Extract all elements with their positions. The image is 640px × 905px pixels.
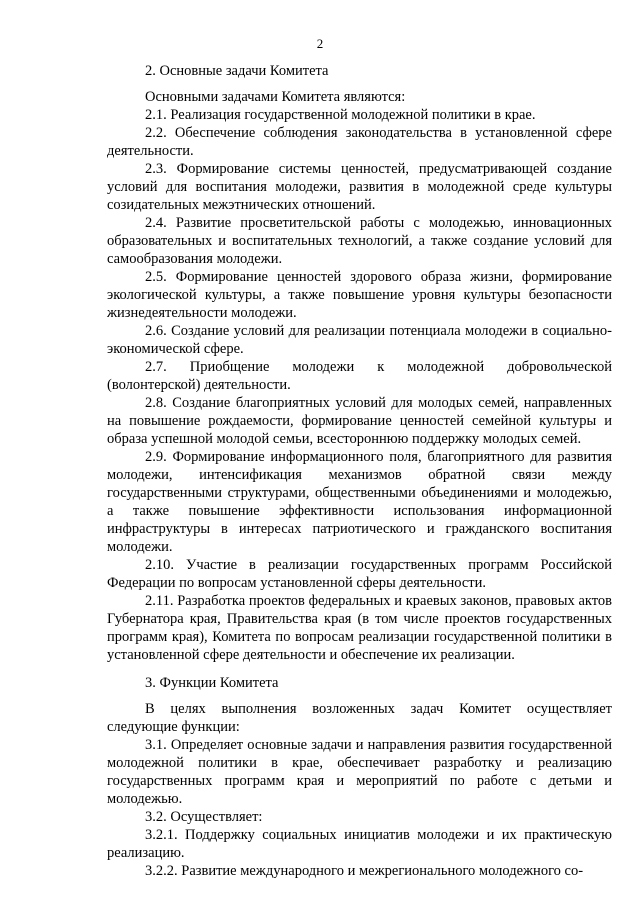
section-2-item: 2.7. Приобщение молодежи к молодежной добровольческой (волонтерской) деятельности.	[107, 359, 612, 393]
section-3-item: 3.2.2. Развитие международного и межрегионального молодежного со-	[145, 863, 584, 879]
section-3-item: 3.2. Осуществляет:	[145, 809, 263, 825]
section-3-item: 3.2.1. Поддержку социальных инициатив молодежи и их практическую реализацию.	[107, 827, 612, 861]
section-2-item: 2.5. Формирование ценностей здорового образа жизни, формирование экологической культуры, а также повышение уровня культуры безопасности жизнедеятельности молодежи.	[107, 269, 612, 321]
section-2-item: 2.4. Развитие просветительской работы с молодежью, инновационных образовательных и воспитательных технологий, а также создание условий для самообразования молодежи.	[107, 215, 612, 267]
document-body	[107, 62, 612, 880]
section-2-item: 2.2. Обеспечение соблюдения законодательства в установленной сфере деятельности.	[107, 125, 612, 159]
section-2-item: 2.6. Создание условий для реализации потенциала молодежи в социально-экономической сфере.	[107, 323, 612, 357]
section-2-item: 2.10. Участие в реализации государственных программ Российской Федерации по вопросам установленной сферы деятельности.	[107, 557, 612, 591]
section-2-item: 2.9. Формирование информационного поля, благоприятного для развития молодежи, интенсификация механизмов обратной связи между государственными структурами, общественными объединениями и молодежью, а также повышение эффективности использования информационной инфраструктуры в интересах патриотического и гражданского воспитания молодежи.	[107, 449, 612, 555]
section-2-item: 2.8. Создание благоприятных условий для молодых семей, направленных на повышение рождаемости, формирование ценностей семейной культуры и образа успешной молодой семьи, всестороннюю поддержку молодых семей.	[107, 395, 612, 447]
section-2-heading: 2. Основные задачи Комитета	[145, 63, 329, 79]
section-3-heading: 3. Функции Комитета	[145, 675, 279, 691]
section-2-item: 2.11. Разработка проектов федеральных и краевых законов, правовых актов Губернатора края, Правительства края (в том числе проектов государственных программ края), Комитета по вопросам реализации государственной политики в установленной сфере деятельности и обеспечение их реализации.	[107, 593, 612, 663]
section-3-intro: В целях выполнения возложенных задач Комитет осуществляет следующие функции:	[107, 701, 612, 735]
page-number: 2	[316, 36, 324, 51]
section-2-item: 2.1. Реализация государственной молодежной политики в крае.	[145, 107, 536, 123]
section-2-item: 2.3. Формирование системы ценностей, предусматривающей создание условий для воспитания молодежи, развития в молодежной среде культуры созидательных межэтнических отношений.	[107, 161, 612, 213]
section-3-item: 3.1. Определяет основные задачи и направления развития государственной молодежной политики в крае, обеспечивает разработку и реализацию государственных программ края и мероприятий по работе с детьми и молодежью.	[107, 737, 612, 807]
section-2-intro: Основными задачами Комитета являются:	[145, 89, 406, 105]
